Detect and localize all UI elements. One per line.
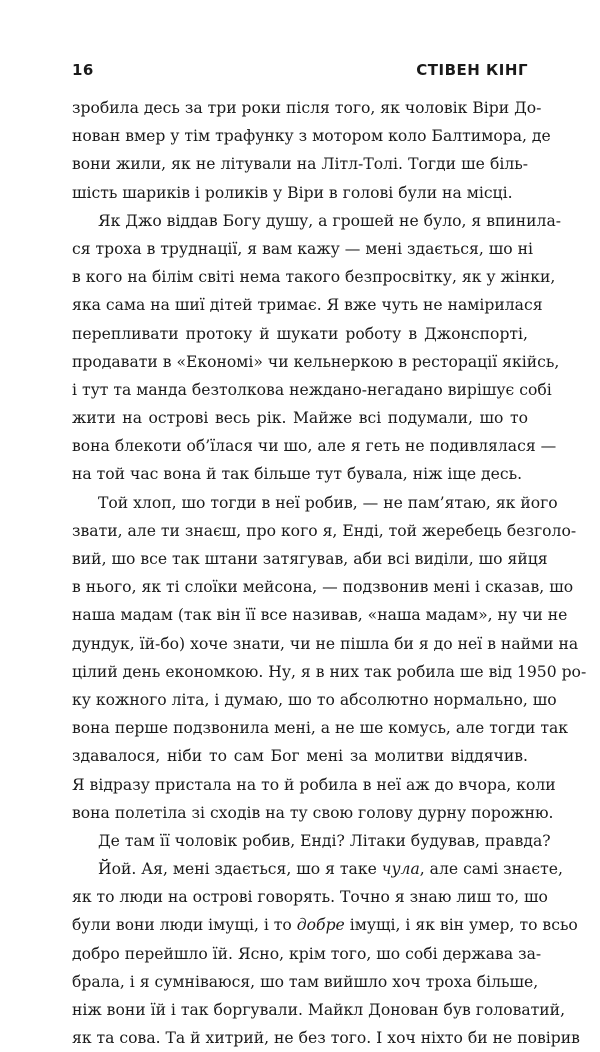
- text-line: на той час вона й так більше тут бувала, ніж іще десь.: [72, 465, 523, 484]
- text-line: зробила десь за три роки після того, як чоловік Віри До-: [72, 99, 542, 117]
- text-line: вий, шо все так штани затягував, аби всі виділи, шо яйця: [72, 550, 548, 568]
- text-line: звати, але ти знаєш, про кого я, Енді, той жеребець безголо-: [72, 521, 577, 540]
- text-line: нован вмер у тім трафунку з мотором коло Балтимора, де: [72, 127, 551, 146]
- text-line: продавати в «Економі» чи кельнеркою в ресторації якійсь,: [72, 352, 560, 371]
- text-line: Той хлоп, шо тогди в неї робив, — не пам’ятаю, як його: [98, 493, 558, 512]
- text-line: були вони люди імущі, і то добре імущі, і як він умер, то всьо: [72, 916, 578, 935]
- text-line: ся троха в труднації, я вам кажу — мені здається, шо ні: [72, 239, 533, 258]
- text-line: вона полетіла зі сходів на ту свою голову дурну порожню.: [72, 803, 554, 822]
- text-line: Я відразу пристала на то й робила в неї аж до вчора, коли: [72, 775, 556, 794]
- text-line: Як Джо віддав Богу душу, а грошей не було, я впинила-: [98, 211, 562, 230]
- page-header: [72, 60, 528, 90]
- text-line: в кого на білім світі нема такого безпросвітку, як у жінки,: [72, 268, 556, 287]
- text-line: перепливати протоку й шукати роботу в Джонспорті,: [72, 324, 528, 343]
- text-line: шість шариків і роликів у Віри в голові були на місці.: [72, 183, 513, 202]
- text-line: як та сова. Та й хитрий, не без того. І хоч ніхто би не повірив: [72, 1029, 580, 1048]
- text-line: ніж вони їй і так боргували. Майкл Донован був головатий,: [72, 1001, 566, 1019]
- text-line: в нього, як ті слоїки мейсона, — подзвонив мені і сказав, шо: [72, 578, 574, 597]
- text-line: як то люди на острові говорять. Точно я знаю лиш то, шо: [72, 888, 548, 907]
- text-line: ку кожного літа, і думаю, шо то абсолютно нормально, шо: [72, 690, 557, 709]
- text-line: добро перейшло їй. Ясно, крім того, шо собі держава за-: [72, 944, 542, 963]
- body-text: [72, 94, 587, 1052]
- text-line: вона блекоти об’їлася чи шо, але я геть не подивлялася —: [72, 437, 557, 456]
- text-line: здавалося, ніби то сам Бог мені за молитви віддячив.: [72, 747, 528, 766]
- page-number: 16: [72, 61, 94, 79]
- running-head-author: СТІВЕН КІНГ: [416, 61, 528, 79]
- text-line: Де там її чоловік робив, Енді? Літаки будував, правда?: [98, 831, 551, 850]
- text-line: вона перше подзвонила мені, а не ше комусь, але тогди так: [72, 719, 569, 738]
- text-line: яка сама на шиї дітей тримає. Я вже чуть не намірилася: [72, 296, 543, 315]
- text-line: Йой. Ая, мені здається, шо я таке чула, але самі знаєте,: [98, 860, 563, 879]
- text-line: жити на острові весь рік. Майже всі подумали, шо то: [72, 409, 528, 428]
- text-line: цілий день економкою. Ну, я в них так робила ше від 1950 ро-: [72, 662, 587, 681]
- text-line: дундук, їй-бо) хоче знати, чи не пішла би я до неї в найми на: [72, 634, 579, 653]
- text-line: і тут та манда безтолкова нежданo-негадано вирішує собі: [72, 380, 552, 399]
- text-line: вони жили, як не літували на Літл-Толі. Тогди ше біль-: [72, 155, 528, 174]
- text-line: брала, і я сумніваюся, шо там вийшло хоч троха більше,: [72, 972, 539, 991]
- text-line: наша мадам (так він її все називав, «наша мадам», ну чи не: [72, 606, 568, 625]
